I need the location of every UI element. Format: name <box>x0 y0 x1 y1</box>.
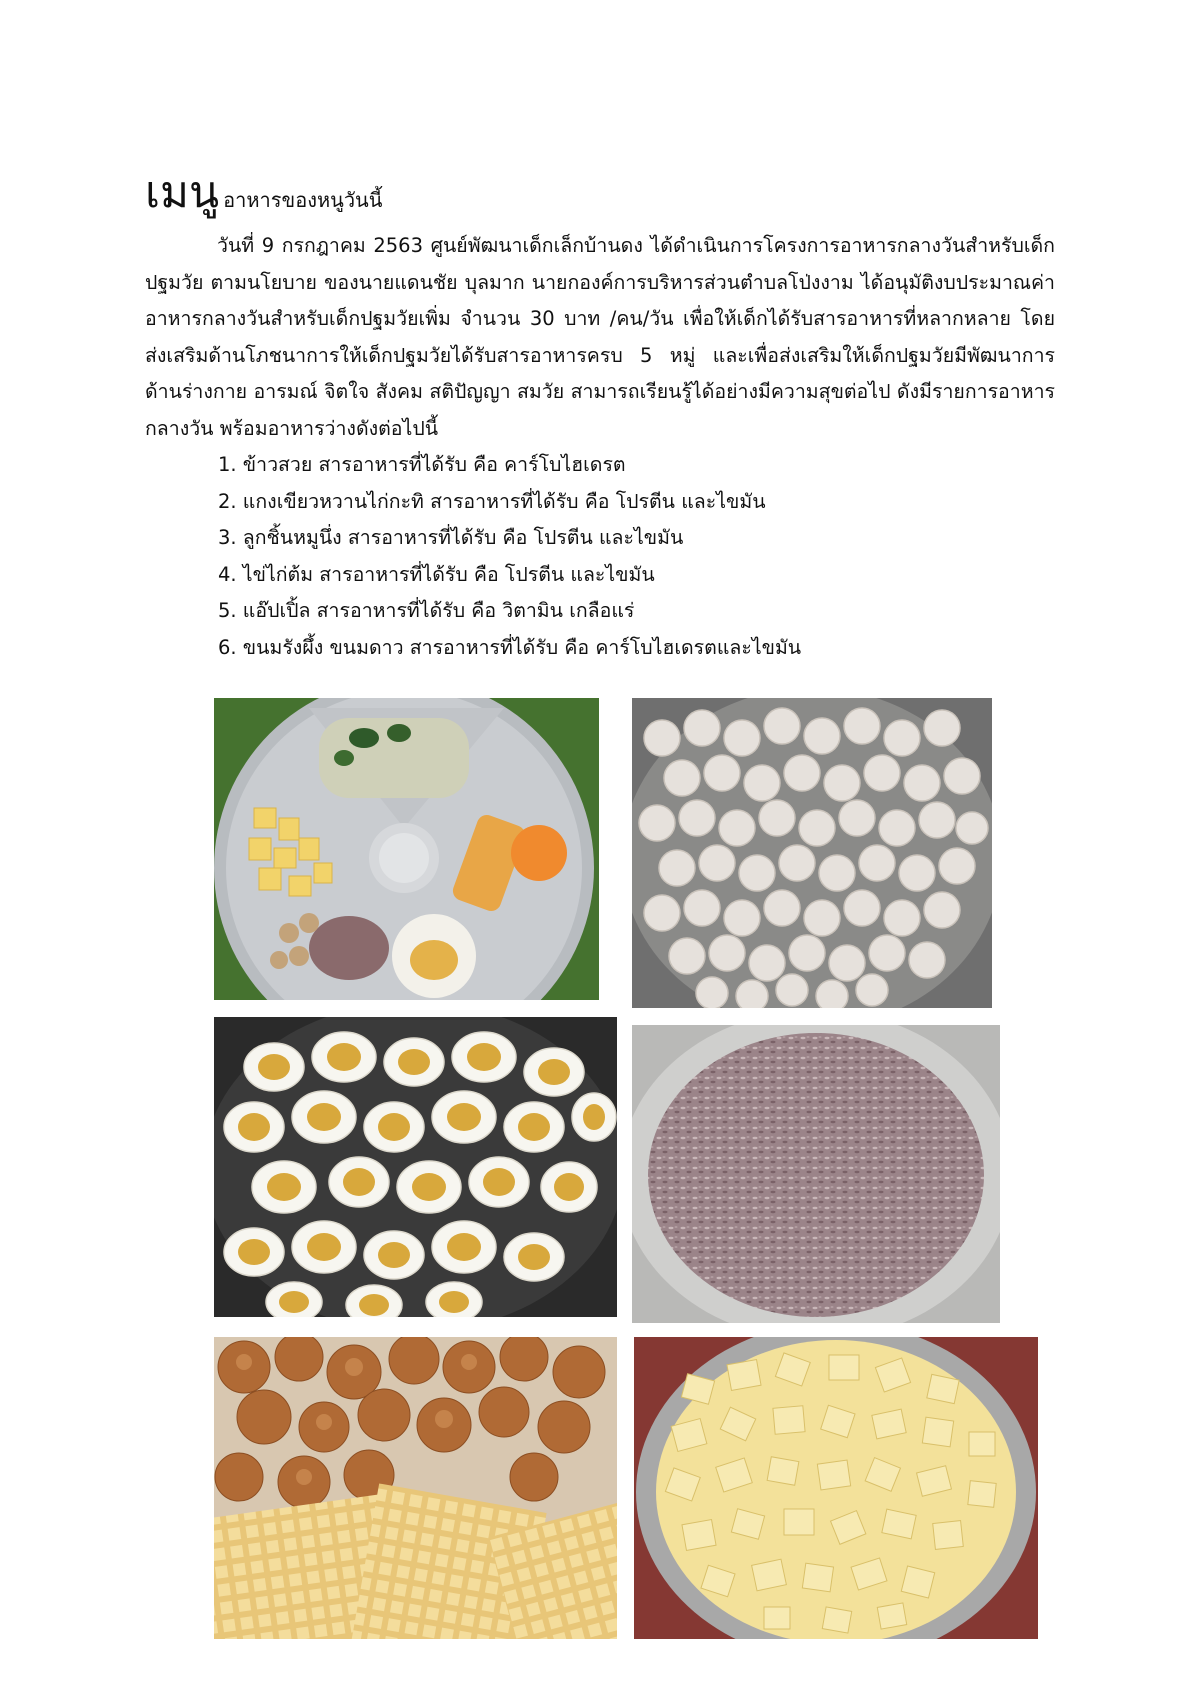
menu-item: 6. ขนมรังผึ้ง ขนมดาว สารอาหารที่ได้รับ คือ คาร์โบไฮเดรตและไขมัน <box>218 635 802 659</box>
photo-apples <box>634 1337 1038 1639</box>
photo-meatballs <box>632 698 992 1008</box>
menu-item: 1. ข้าวสวย สารอาหารที่ได้รับ คือ คาร์โบไฮเดรต <box>218 453 626 476</box>
menu-item: 5. แอ๊ปเปิ้ล สารอาหารที่ได้รับ คือ วิตามิน เกลือแร่ <box>218 599 635 622</box>
photo-rice <box>632 1025 1000 1323</box>
title-main: เมนู <box>145 167 220 218</box>
menu-list <box>218 447 801 666</box>
page-title <box>145 168 382 218</box>
menu-item: 2. แกงเขียวหวานไก่กะทิ สารอาหารที่ได้รับ คือ โปรตีน และไขมัน <box>218 489 766 513</box>
photo-fried-snacks <box>214 1337 617 1639</box>
intro-paragraph: วันที่ 9 กรกฎาคม 2563 ศูนย์พัฒนาเด็กเล็กบ้านดง ได้ดำเนินการโครงการอาหารกลางวันสำหรับเด็กปฐมวัย ตามนโยบาย ของนายแดนชัย บุลมาก นายกองค์การบริหารส่วนตำบลโป่งงาม ได้อนุมัติงบประมาณค่าอาหารกลางวันสำหรับเด็กปฐมวัยเพิ่ม จำนวน 30 บาท /คน/วัน เพื่อให้เด็กได้รับสารอาหารที่หลากหลาย โดยส่งเสริมด้านโภชนาการให้เด็กปฐมวัยได้รับสารอาหารครบ 5 หมู่ และเพื่อส่งเสริมให้เด็กปฐมวัยมีพัฒนาการ ด้านร่างกาย อารมณ์ จิตใจ สังคม สติปัญญา สมวัย สามารถเรียนรู้ได้อย่างมีความสุขต่อไป ดังมีรายการอาหารกลางวัน พร้อมอาหารว่างดังต่อไปนี้ <box>145 234 1055 440</box>
menu-item: 3. ลูกชิ้นหมูนึ่ง สารอาหารที่ได้รับ คือ โปรตีน และไขมัน <box>218 526 684 549</box>
photo-lunch-tray <box>214 698 599 1000</box>
title-sub: อาหารของหนูวันนี้ <box>223 188 383 212</box>
menu-item: 4. ไข่ไก่ต้ม สารอาหารที่ได้รับ คือ โปรตีน และไขมัน <box>218 562 655 586</box>
photo-boiled-eggs <box>214 1017 617 1317</box>
